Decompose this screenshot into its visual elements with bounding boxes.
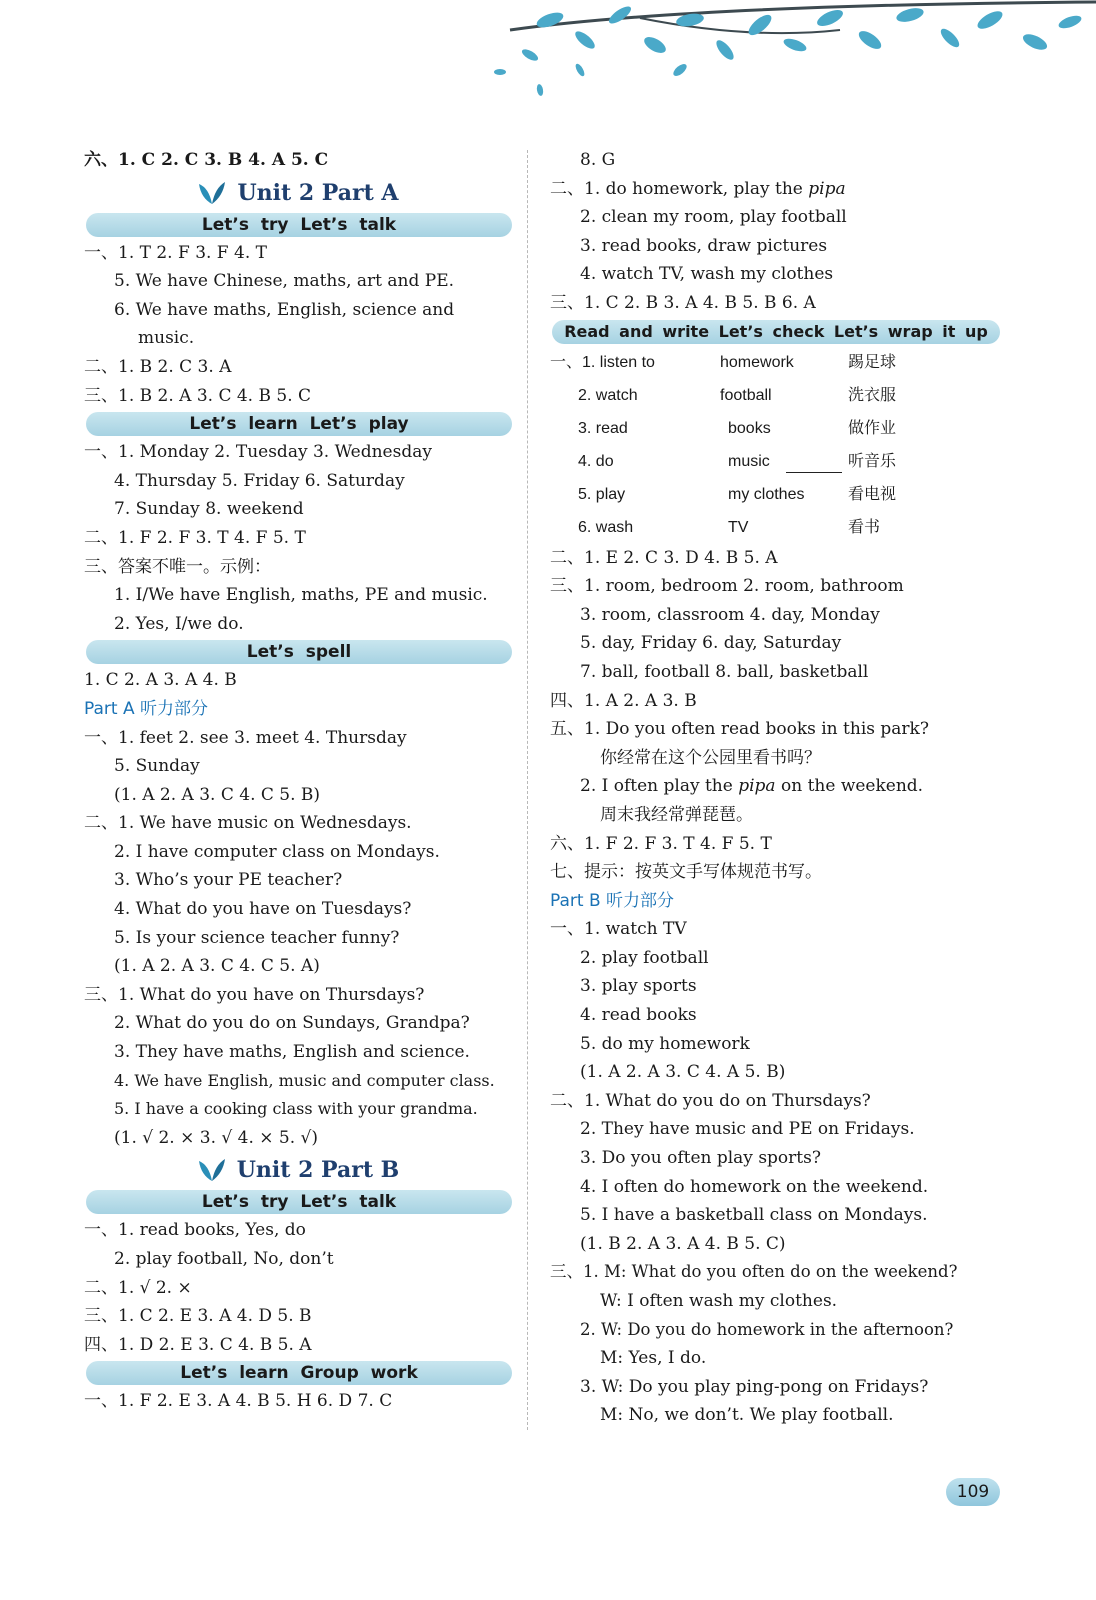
answer-line: 2. I often play the pipa on the weekend. xyxy=(580,776,924,797)
table-cell: my clothes xyxy=(728,485,805,503)
answer-line: M: Yes, I do. xyxy=(600,1348,707,1369)
answer-line: 4. read books xyxy=(580,1005,697,1026)
unit-title: Unit 2 Part B xyxy=(236,1157,400,1184)
answer-line: 2. play football xyxy=(580,947,709,968)
part-label: Part B 听力部分 xyxy=(550,890,675,911)
table-cell: 做作业 xyxy=(848,419,897,437)
table-cell: 3. read xyxy=(578,419,628,437)
answer-line: 二、1. B 2. C 3. A xyxy=(84,356,232,377)
leaf-decoration-icon xyxy=(490,0,1096,110)
answer-line: 一、1. feet 2. see 3. meet 4. Thursday xyxy=(84,727,407,748)
answer-line: 一、1. watch TV xyxy=(550,919,687,940)
answer-line: 2. W: Do you do homework in the afternoon? xyxy=(580,1319,954,1339)
answer-line: M: No, we don’t. We play football. xyxy=(600,1405,894,1426)
left-column xyxy=(84,146,512,1416)
right-column xyxy=(550,146,1000,1430)
answer-line: 4. watch TV, wash my clothes xyxy=(580,264,834,285)
section-banner: Read and write Let’s check Let’s wrap it up xyxy=(552,320,1000,344)
unit-title: Unit 2 Part A xyxy=(237,179,399,206)
answer-line: 三、1. C 2. B 3. A 4. B 5. B 6. A xyxy=(550,292,816,313)
section-banner: Let’s try Let’s talk xyxy=(86,1190,512,1214)
answer-line: 二、1. What do you do on Thursdays? xyxy=(550,1090,871,1111)
answer-line: (1. A 2. A 3. C 4. C 5. A) xyxy=(114,956,320,977)
answer-line: W: I often wash my clothes. xyxy=(600,1291,838,1311)
answer-line: 3. W: Do you play ping-pong on Fridays? xyxy=(580,1376,929,1397)
answer-line: 4. Thursday 5. Friday 6. Saturday xyxy=(114,470,405,491)
table-cell: music xyxy=(728,452,770,470)
page-number: 109 xyxy=(946,1478,1000,1506)
table-cell: 看书 xyxy=(848,518,881,536)
table-cell: 一、1. listen to xyxy=(550,353,655,371)
table-cell: 4. do xyxy=(578,452,614,470)
answer-line: (1. √ 2. × 3. √ 4. × 5. √) xyxy=(114,1127,318,1148)
matching-table xyxy=(550,346,1000,544)
answer-line: 8. G xyxy=(580,150,616,170)
answer-line: 3. Do you often play sports? xyxy=(580,1148,821,1169)
answer-line: 2. They have music and PE on Fridays. xyxy=(580,1119,915,1140)
table-cell: 洗衣服 xyxy=(848,386,897,404)
unit-heading xyxy=(84,1152,512,1188)
answer-line: 5. I have a basketball class on Mondays. xyxy=(580,1205,928,1226)
answer-line: 4. We have English, music and computer class. xyxy=(114,1070,495,1090)
answer-line: music. xyxy=(138,328,195,349)
answer-line: 3. play sports xyxy=(580,976,697,997)
answer-line: 4. I often do homework on the weekend. xyxy=(580,1176,929,1197)
answer-line: 3. room, classroom 4. day, Monday xyxy=(580,604,880,625)
table-cell: books xyxy=(728,419,771,437)
answer-line: 3. Who’s your PE teacher? xyxy=(114,870,343,891)
unit-heading xyxy=(84,175,512,211)
answer-line: 二、1. do homework, play the pipa xyxy=(550,178,846,199)
answer-line: 四、1. A 2. A 3. B xyxy=(550,690,697,711)
answer-line: 7. Sunday 8. weekend xyxy=(114,499,304,520)
answer-line: 2. I have computer class on Mondays. xyxy=(114,841,440,862)
answer-line: 一、1. read books, Yes, do xyxy=(84,1220,306,1241)
table-cell: 2. watch xyxy=(578,386,638,404)
answer-line: 四、1. D 2. E 3. C 4. B 5. A xyxy=(84,1334,312,1355)
answer-line: 2. play football, No, don’t xyxy=(114,1249,334,1269)
answer-line: 五、1. Do you often read books in this park? xyxy=(550,719,929,740)
answer-line: 三、1. room, bedroom 2. room, bathroom xyxy=(550,576,904,597)
answer-line: 6. We have maths, English, science and xyxy=(114,299,455,320)
answer-line: 5. We have Chinese, maths, art and PE. xyxy=(114,271,455,292)
answer-line: 3. read books, draw pictures xyxy=(580,235,828,256)
table-cell: TV xyxy=(728,518,749,536)
answer-line: 三、1. B 2. A 3. C 4. B 5. C xyxy=(84,385,312,406)
answer-line: 二、1. E 2. C 3. D 4. B 5. A xyxy=(550,547,778,568)
answer-line: 4. What do you have on Tuesdays? xyxy=(114,899,412,920)
matching-line xyxy=(786,472,842,473)
answer-line: 5. I have a cooking class with your grandma. xyxy=(114,1099,478,1119)
answer-line: 1. I/We have English, maths, PE and music. xyxy=(114,585,488,606)
answer-line: 5. day, Friday 6. day, Saturday xyxy=(580,633,842,654)
section-banner: Let’s spell xyxy=(86,640,512,664)
answer-line: (1. B 2. A 3. A 4. B 5. C) xyxy=(580,1233,786,1254)
column-divider xyxy=(527,150,528,1430)
answer-line: 你经常在这个公园里看书吗？ xyxy=(600,747,821,768)
section-banner: Let’s learn Let’s play xyxy=(86,412,512,436)
answer-line: 二、1. √ 2. × xyxy=(84,1277,192,1298)
table-cell: 看电视 xyxy=(848,485,897,503)
answer-line: 三、答案不唯一。示例： xyxy=(84,556,271,577)
answer-line: 一、1. F 2. E 3. A 4. B 5. H 6. D 7. C xyxy=(84,1391,393,1412)
answer-line: 7. ball, football 8. ball, basketball xyxy=(580,661,869,682)
answer-line: (1. A 2. A 3. C 4. C 5. B) xyxy=(114,784,321,805)
answer-line: 二、1. F 2. F 3. T 4. F 5. T xyxy=(84,527,306,548)
table-cell: 听音乐 xyxy=(848,452,897,470)
answer-line: 5. do my homework xyxy=(580,1033,750,1054)
answer-line: 3. They have maths, English and science. xyxy=(114,1042,470,1063)
answer-line: 2. clean my room, play football xyxy=(580,207,847,228)
answer-line: 2. What do you do on Sundays, Grandpa? xyxy=(114,1013,470,1034)
answer-line: 5. Sunday xyxy=(114,756,200,777)
answer-line: 5. Is your science teacher funny? xyxy=(114,927,400,948)
answer-line: 三、1. What do you have on Thursdays? xyxy=(84,984,425,1005)
table-cell: football xyxy=(720,386,772,404)
answer-line: 三、1. C 2. E 3. A 4. D 5. B xyxy=(84,1306,312,1327)
section-banner: Let’s learn Group work xyxy=(86,1361,512,1385)
answer-line: 六、1. F 2. F 3. T 4. F 5. T xyxy=(550,833,772,854)
answer-line: 二、1. We have music on Wednesdays. xyxy=(84,813,412,834)
answer-line: 周末我经常弹琵琶。 xyxy=(600,804,753,825)
answer-line: 七、提示：按英文手写体规范书写。 xyxy=(550,862,822,883)
part-label: Part A 听力部分 xyxy=(84,698,208,719)
answer-line: 1. C 2. A 3. A 4. B xyxy=(84,670,237,691)
leaf-icon xyxy=(197,180,227,206)
answer-line: (1. A 2. A 3. C 4. A 5. B) xyxy=(580,1062,786,1083)
leaf-icon xyxy=(197,1157,227,1183)
answer-line: 一、1. T 2. F 3. F 4. T xyxy=(84,242,267,263)
section-banner: Let’s try Let’s talk xyxy=(86,213,512,237)
table-cell: homework xyxy=(720,353,794,371)
table-cell: 5. play xyxy=(578,485,626,503)
table-cell: 6. wash xyxy=(578,518,634,536)
answer-line: 六、1. C 2. C 3. B 4. A 5. C xyxy=(84,150,329,170)
answer-line: 2. Yes, I/we do. xyxy=(114,613,244,634)
answer-line: 三、1. M: What do you often do on the weekend? xyxy=(550,1262,958,1282)
table-cell: 踢足球 xyxy=(848,353,897,371)
answer-line: 一、1. Monday 2. Tuesday 3. Wednesday xyxy=(84,442,432,463)
